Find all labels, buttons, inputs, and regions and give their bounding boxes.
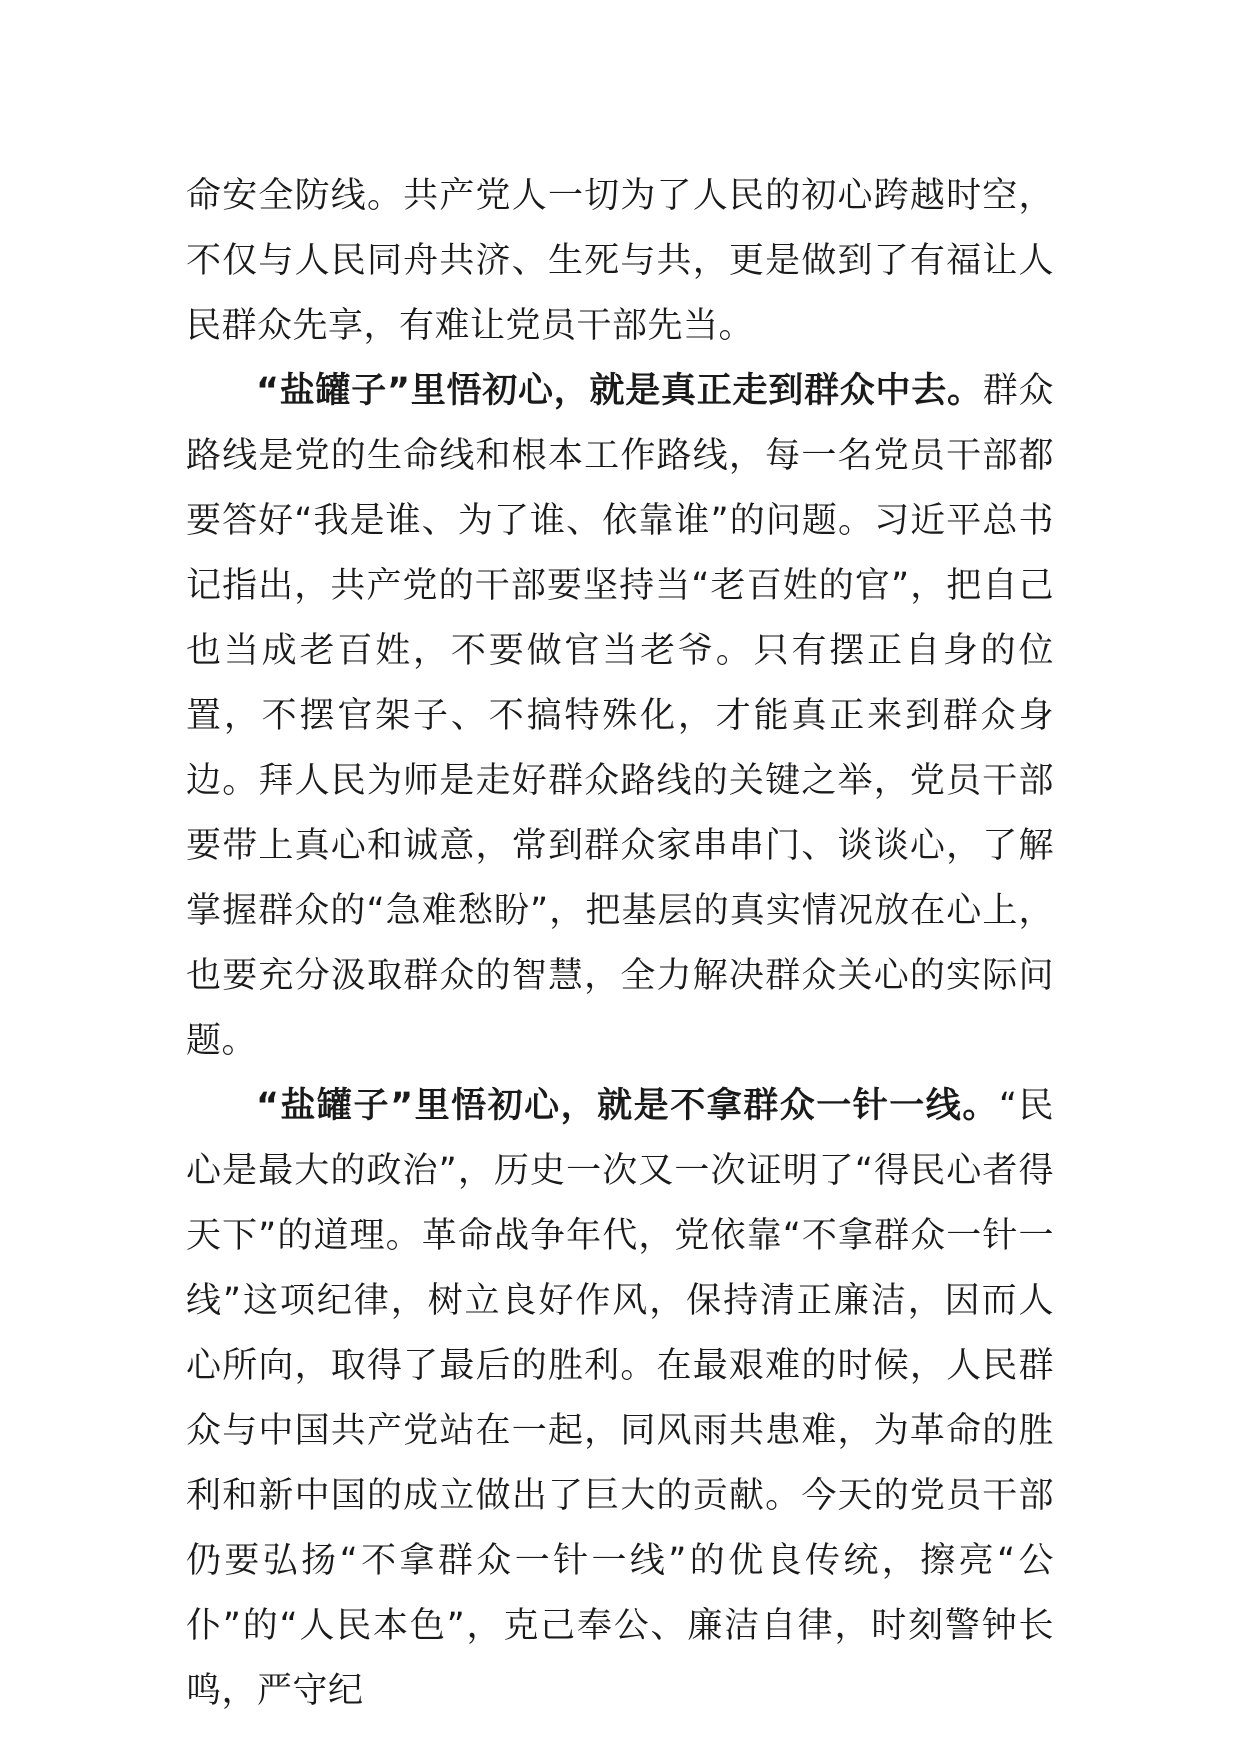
paragraph-text: 命安全防线。共产党人一切为了人民的初心跨越时空，不仅与人民同舟共济、生死与共，更是做到了有福让人民群众先享，有难让党员干部先当。 [186, 176, 1054, 346]
paragraph-text: 群众路线是党的生命线和根本工作路线，每一名党员干部都要答好“我是谁、为了谁、依靠谁”的问题。习近平总书记指出，共产党的干部要坚持当“老百姓的官”，把自己也当成老百姓，不要做官当老爷。只有摆正自身的位置，不摆官架子、不搞特殊化，才能真正来到群众身边。拜人民为师是走好群众路线的关键之举，党员干部要带上真心和诚意，常到群众家串串门、谈谈心，了解掌握群众的“急难愁盼”，把基层的真实情况放在心上，也要充分汲取群众的智慧，全力解决群众关心的实际问题。 [186, 371, 1054, 1061]
paragraph-contact-masses [186, 359, 1054, 1074]
paragraph-text: “民心是最大的政治”，历史一次又一次证明了“得民心者得天下”的道理。革命战争年代，党依靠“不拿群众一针一线”这项纪律，树立良好作风，保持清正廉洁，因而人心所向，取得了最后的胜利。在最艰难的时候，人民群众与中国共产党站在一起，同风雨共患难，为革命的胜利和新中国的成立做出了巨大的贡献。今天的党员干部仍要弘扬“不拿群众一针一线”的优良传统，擦亮“公仆”的“人民本色”，克己奉公、廉洁自律，时刻警钟长鸣，严守纪 [186, 1086, 1054, 1711]
document-body [186, 164, 1054, 1724]
paragraph-lead-heading: “盐罐子”里悟初心，就是不拿群众一针一线。 [256, 1086, 999, 1126]
paragraph-lead-heading: “盐罐子”里悟初心，就是真正走到群众中去。 [256, 371, 983, 411]
paragraph-continuation [186, 164, 1054, 359]
paragraph-no-taking [186, 1074, 1054, 1724]
